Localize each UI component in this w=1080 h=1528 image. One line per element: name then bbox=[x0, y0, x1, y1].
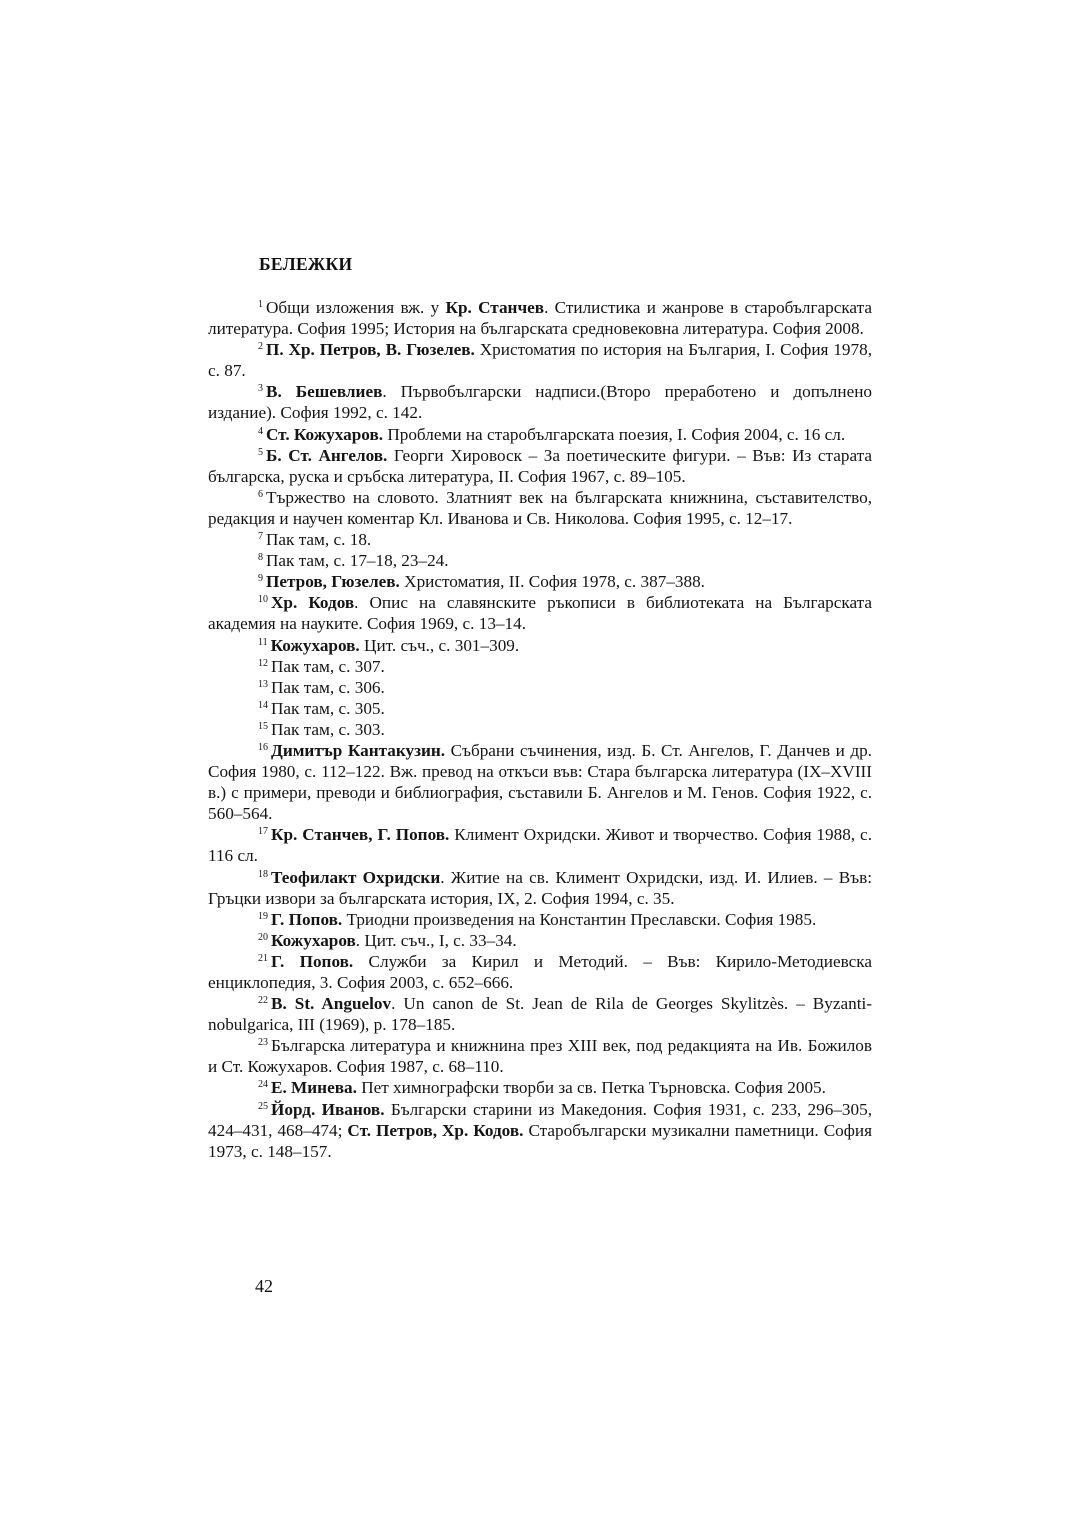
footnote-number: 5 bbox=[258, 446, 263, 458]
footnote-number: 12 bbox=[258, 657, 268, 669]
footnote-8 bbox=[208, 550, 872, 571]
footnote-number: 19 bbox=[258, 910, 268, 922]
footnote-5 bbox=[208, 445, 872, 487]
footnote-number: 20 bbox=[258, 931, 268, 943]
footnote-number: 6 bbox=[258, 488, 263, 500]
footnote-number: 13 bbox=[258, 678, 268, 690]
footnote-3 bbox=[208, 381, 872, 423]
footnote-number: 22 bbox=[258, 995, 268, 1007]
footnote-11 bbox=[208, 635, 872, 656]
footnote-number: 16 bbox=[258, 741, 268, 753]
footnote-text: Пак там, с. 307. bbox=[271, 656, 385, 676]
footnote-text: . Житие на св. Климент Охридски, изд. И. Илиев. – Във: Гръцки извори за българската история, IX, 2. София 1994, с. 35. bbox=[208, 867, 872, 908]
page-number: 42 bbox=[255, 1276, 273, 1296]
footnote-9 bbox=[208, 571, 872, 592]
footnote-author: В. Бешевлиев bbox=[266, 382, 383, 402]
footnote-text: Цит. съч., с. 301–309. bbox=[359, 635, 520, 655]
footnote-number: 10 bbox=[258, 594, 268, 606]
footnote-author: Димитър Кантакузин. bbox=[271, 740, 446, 760]
footnote-2 bbox=[208, 339, 872, 381]
footnote-17 bbox=[208, 824, 872, 866]
notes-list bbox=[208, 297, 872, 1162]
footnote-text: Българска литература и книжнина през XIII век, под редакцията на Ив. Божилов и Ст. Кожухаров. София 1987, с. 68–110. bbox=[208, 1036, 872, 1077]
footnote-text: Христоматия по история на България, I. София 1978, с. 87. bbox=[208, 340, 872, 381]
footnote-18 bbox=[208, 867, 872, 909]
footnote-24 bbox=[208, 1077, 872, 1098]
footnote-text: Георги Хировоск – За поетическите фигури. – Във: Из старата българска, руска и сръбска литература, II. София 1967, с. 89–105. bbox=[208, 445, 873, 486]
footnote-15 bbox=[208, 719, 872, 740]
footnote-16 bbox=[208, 740, 872, 824]
footnote-text: Служби за Кирил и Методий. – Във: Кирило-Методиевска енциклопедия, 3. София 2003, с. 652–666. bbox=[208, 951, 872, 992]
footnote-author: Е. Минева. bbox=[271, 1078, 357, 1098]
footnote-author: Ст. Петров, Хр. Кодов. bbox=[347, 1120, 524, 1140]
footnote-author: B. St. Anguelov bbox=[271, 994, 392, 1014]
notes-heading: БЕЛЕЖКИ bbox=[259, 254, 353, 274]
footnote-text: . Un canon de St. Jean de Rila de Georges Skylitzès. – Byzantinobulgarica, III (1969), p. 178–185. bbox=[208, 994, 872, 1035]
footnote-author: Йорд. Иванов. bbox=[271, 1099, 385, 1119]
footnote-text: Пет химнографски творби за св. Петка Търновска. София 2005. bbox=[356, 1078, 826, 1098]
footnote-text: Старобългарски музикални паметници. София 1973, с. 148–157. bbox=[208, 1120, 872, 1161]
footnote-23 bbox=[208, 1035, 872, 1077]
footnote-number: 9 bbox=[258, 573, 263, 585]
footnote-text: Пак там, с. 303. bbox=[271, 719, 385, 739]
footnote-number: 18 bbox=[258, 868, 268, 880]
footnote-text: Пак там, с. 305. bbox=[271, 698, 385, 718]
footnote-1 bbox=[208, 297, 872, 339]
footnote-author: Б. Ст. Ангелов. bbox=[266, 445, 388, 465]
footnote-number: 11 bbox=[258, 636, 268, 648]
footnote-author: П. Хр. Петров, В. Гюзелев. bbox=[266, 340, 475, 360]
footnote-author: Кр. Станчев bbox=[445, 298, 545, 317]
footnote-22 bbox=[208, 993, 872, 1035]
footnote-number: 1 bbox=[258, 299, 263, 310]
footnote-20 bbox=[208, 930, 872, 951]
footnote-author: Кожухаров. bbox=[270, 635, 360, 655]
footnote-text: Пак там, с. 17–18, 23–24. bbox=[266, 551, 449, 571]
footnote-number: 15 bbox=[258, 720, 268, 732]
footnote-author: Г. Попов. bbox=[271, 909, 343, 929]
footnote-text: Общи изложения вж. у bbox=[266, 298, 446, 317]
footnote-21 bbox=[208, 951, 872, 993]
footnote-text: . Цит. съч., I, с. 33–34. bbox=[355, 930, 517, 950]
footnote-6 bbox=[208, 487, 872, 529]
footnote-number: 23 bbox=[258, 1037, 268, 1049]
footnote-number: 17 bbox=[258, 826, 268, 838]
footnote-author: Кр. Станчев, Г. Попов. bbox=[271, 825, 450, 845]
footnote-4 bbox=[208, 424, 872, 445]
footnote-10 bbox=[208, 592, 872, 634]
footnote-25 bbox=[208, 1099, 872, 1162]
footnote-19 bbox=[208, 909, 872, 930]
footnote-author: Петров, Гюзелев. bbox=[266, 572, 400, 592]
footnote-number: 14 bbox=[258, 699, 268, 711]
footnote-text: Събрани съчинения, изд. Б. Ст. Ангелов, Г. Данчев и др. София 1980, с. 112–122. Вж. превод на откъси във: Стара българска литература (IX–XVIII в.) с примери, преводи и библиография, съставили Б. Ангелов и М. Генов. София 1922, с. 560–564. bbox=[208, 740, 872, 824]
footnote-number: 3 bbox=[258, 383, 263, 395]
footnote-number: 8 bbox=[258, 552, 263, 564]
footnote-text: Тържество на словото. Златният век на българската книжнина, съставителство, редакция и научен коментар Кл. Иванова и Св. Николова. София 1995, с. 12–17. bbox=[208, 487, 872, 528]
footnote-number: 4 bbox=[258, 425, 263, 437]
footnote-number: 7 bbox=[258, 531, 263, 543]
footnote-14 bbox=[208, 698, 872, 719]
footnote-text: . Първобългарски надписи.(Второ преработено и допълнено издание). София 1992, с. 142. bbox=[208, 382, 872, 423]
footnote-text: Български старини из Македония. София 1931, с. 233, 296–305, 424–431, 468–474; bbox=[208, 1099, 872, 1140]
footnote-13 bbox=[208, 677, 872, 698]
footnote-author: Г. Попов. bbox=[271, 951, 354, 971]
footnote-text: Проблеми на старобългарската поезия, I. София 2004, с. 16 сл. bbox=[383, 424, 846, 444]
footnote-number: 24 bbox=[258, 1079, 268, 1091]
footnote-author: Хр. Кодов bbox=[271, 593, 355, 613]
footnote-author: Теофилакт Охридски bbox=[271, 867, 441, 887]
footnote-12 bbox=[208, 656, 872, 677]
footnote-number: 21 bbox=[258, 952, 268, 964]
footnote-text: Пак там, с. 306. bbox=[271, 677, 385, 697]
footnote-text: Пак там, с. 18. bbox=[266, 530, 372, 550]
footnote-text: Триодни произведения на Константин Преславски. София 1985. bbox=[342, 909, 817, 929]
footnote-text: Христоматия, II. София 1978, с. 387–388. bbox=[399, 572, 705, 592]
footnote-7 bbox=[208, 529, 872, 550]
footnote-author: Ст. Кожухаров. bbox=[266, 424, 384, 444]
footnote-text: Климент Охридски. Живот и творчество. София 1988, с. 116 сл. bbox=[208, 825, 872, 866]
footnote-text: . Стилистика и жанрове в старобългарската литература. София 1995; История на българската средновековна литература. София 2008. bbox=[208, 298, 872, 339]
footnote-author: Кожухаров bbox=[271, 930, 356, 950]
footnote-number: 2 bbox=[258, 341, 263, 353]
footnote-text: . Опис на славянските ръкописи в библиотеката на Българската академия на науките. София 1969, с. 13–14. bbox=[208, 593, 872, 634]
footnote-number: 25 bbox=[258, 1100, 268, 1112]
